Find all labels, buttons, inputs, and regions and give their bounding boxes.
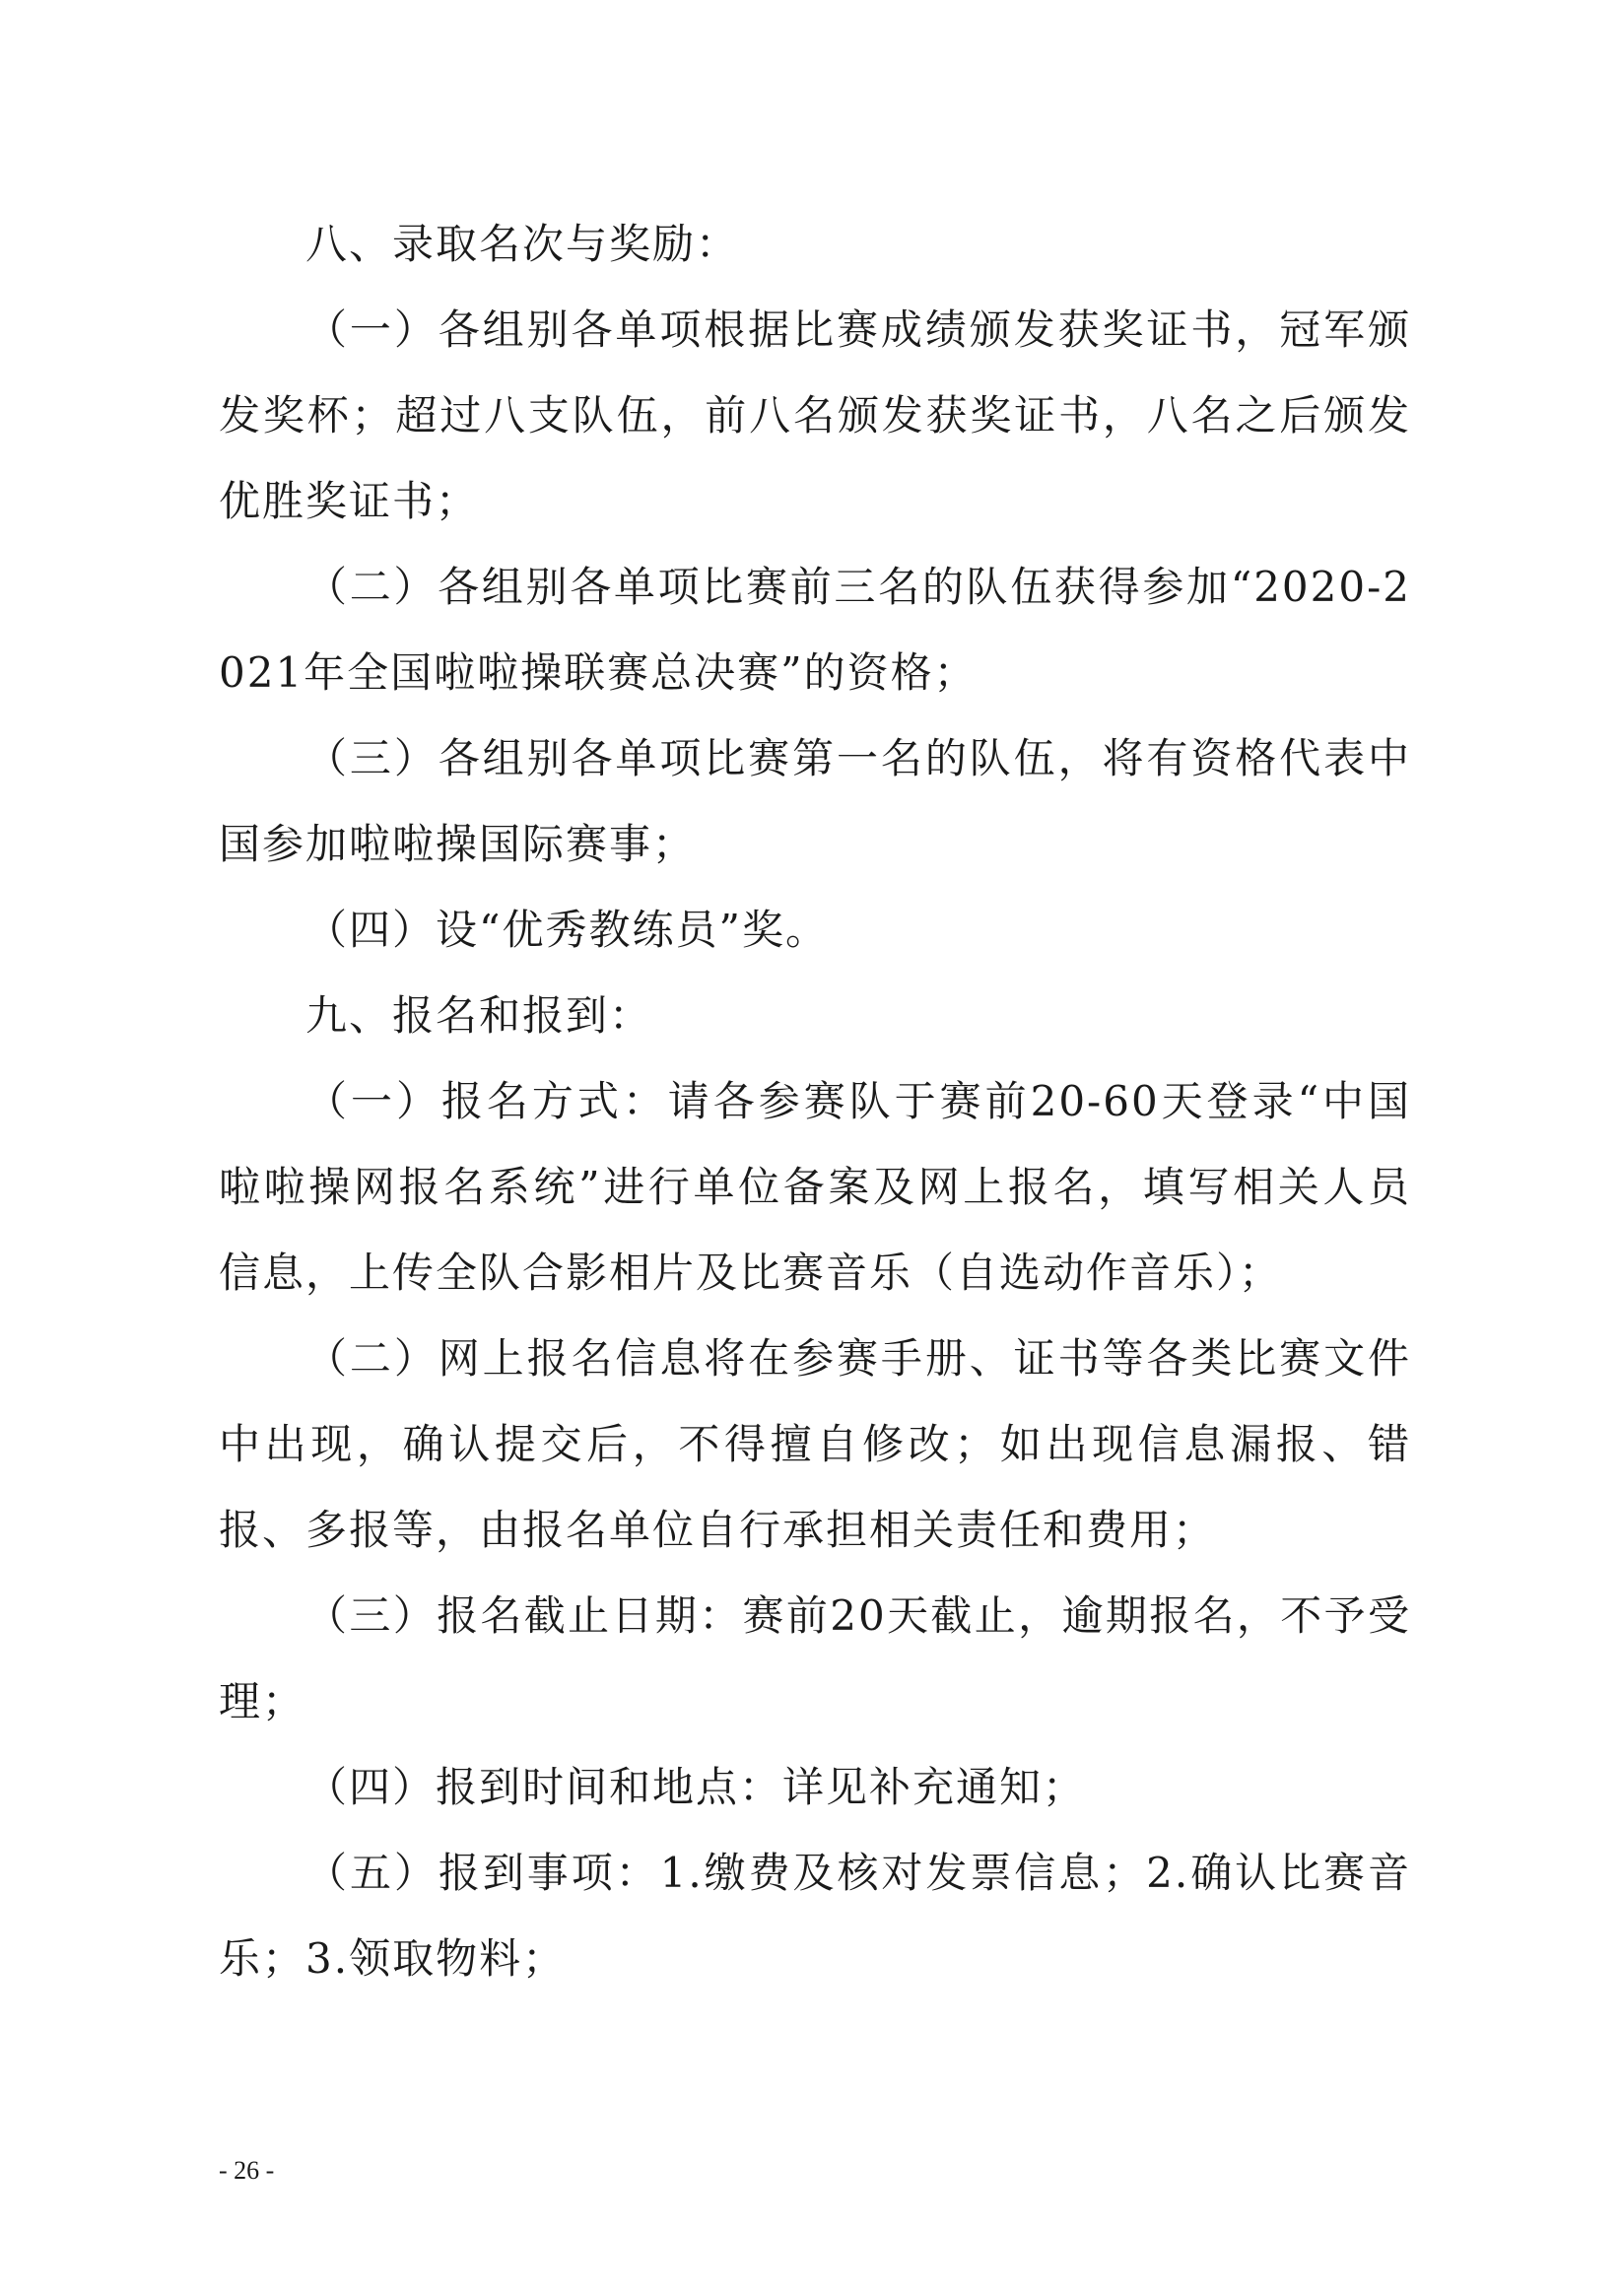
document-body <box>219 201 1411 2001</box>
paragraph-registration-info: （二）网上报名信息将在参赛手册、证书等各类比赛文件中出现，确认提交后，不得擅自修改；如出现信息漏报、错报、多报等，由报名单位自行承担相关责任和费用； <box>219 1334 1411 1554</box>
paragraph-awards-certificates: （一）各组别各单项根据比赛成绩颁发获奖证书，冠军颁发奖杯；超过八支队伍，前八名颁发获奖证书，八名之后颁发优胜奖证书； <box>219 305 1411 525</box>
paragraph-checkin-time-place: （四）报到时间和地点：详见补充通知； <box>305 1763 1087 1811</box>
paragraph-awards-coach: （四）设“优秀教练员”奖。 <box>305 906 829 954</box>
paragraph-checkin-items: （五）报到事项：1.缴费及核对发票信息；2.确认比赛音乐；3.领取物料； <box>219 1849 1411 1983</box>
paragraph-awards-international: （三）各组别各单项比赛第一名的队伍，将有资格代表中国参加啦啦操国际赛事； <box>219 734 1411 868</box>
paragraph-awards-finals-qualification: （二）各组别各单项比赛前三名的队伍获得参加“2020-2021年全国啦啦操联赛总决赛”的资格； <box>219 563 1411 697</box>
page-number: - 26 - <box>219 2156 275 2185</box>
paragraph-registration-method: （一）报名方式：请各参赛队于赛前20-60天登录“中国啦啦操网报名系统”进行单位备案及网上报名，填写相关人员信息，上传全队合影相片及比赛音乐（自选动作音乐）； <box>219 1077 1411 1297</box>
section-heading-awards: 八、录取名次与奖励： <box>305 220 740 268</box>
section-heading-registration: 九、报名和报到： <box>305 991 653 1040</box>
paragraph-registration-deadline: （三）报名截止日期：赛前20天截止，逾期报名，不予受理； <box>219 1591 1411 1725</box>
